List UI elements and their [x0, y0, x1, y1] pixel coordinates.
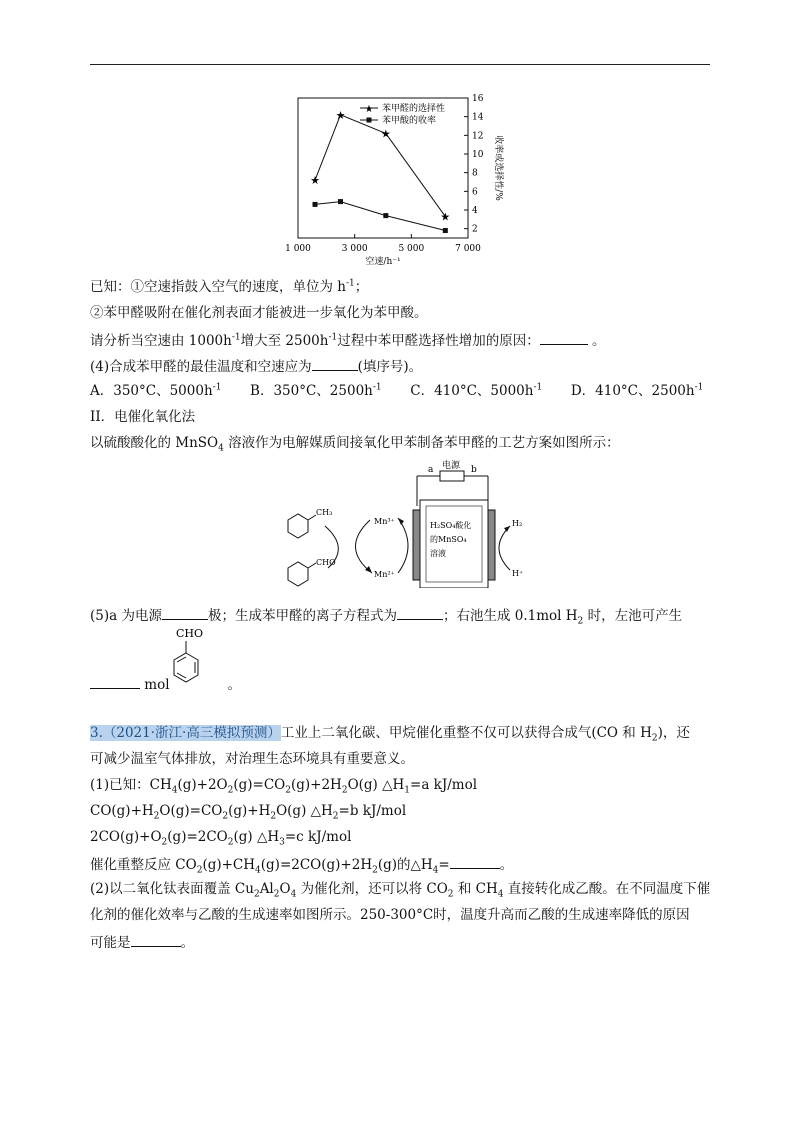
toluene-structure — [288, 514, 316, 538]
square-marker — [443, 228, 448, 233]
terminal-a-label: a — [428, 465, 434, 475]
arrow-head — [398, 518, 404, 525]
question-2-line-3: 可能是 。 — [90, 932, 194, 952]
equation-3: $2CO(g)+O_2(g)=2CO_2(g)$ $\triangle H_3=c$ kJ/mol — [90, 829, 352, 848]
option-d[interactable]: D．410°C、$2500h^{-1}$ — [570, 382, 704, 399]
option-c[interactable]: C．410°C、$5000h^{-1}$ — [410, 382, 543, 399]
h2-label: H₂ — [512, 519, 523, 528]
question-4-options — [90, 382, 703, 400]
square-marker — [383, 213, 388, 218]
question-2-line-1: (2)以二氧化钛表面覆盖 $Cu_2Al_2O_4$ 为催化剂，还可以将 $CO_2$ 和 $CH_4$ 直接转化成乙酸。在不同温度下催 — [90, 881, 711, 900]
square-marker — [313, 202, 318, 207]
solution-line-2: 的MnSO₄ — [430, 535, 467, 544]
y-tick-label: 14 — [472, 112, 484, 123]
answer-blank[interactable] — [540, 330, 588, 345]
x-tick-label: 3 000 — [341, 244, 368, 254]
x-tick-label: 1 000 — [285, 244, 311, 254]
x-tick-label: 7 000 — [455, 244, 481, 254]
y-tick-label: 2 — [472, 224, 478, 235]
y-axis-label: 收率或选择性/% — [493, 135, 503, 201]
benzaldehyde-structure — [288, 562, 316, 586]
question-5: (5)a 为电源 极；生成苯甲醛的离子方程式为 ；右池生成 0.1mol $H_2$ 时，左池可产生 — [90, 605, 682, 625]
answer-blank[interactable] — [450, 854, 500, 869]
mn2-label: Mn²⁺ — [374, 570, 395, 579]
ch3-label: CH₃ — [316, 508, 333, 517]
known-line-1: 已知：①空速指鼓入空气的速度，单位为 $h^{-1}$； — [90, 278, 369, 295]
intro-2: 以硫酸酸化的 MnSO$_4$ 溶液作为电解媒质间接氧化甲苯制备苯甲醛的工艺方案如图所示： — [90, 435, 620, 454]
question-5-cont: mol 。 — [90, 674, 241, 694]
electrolysis-diagram — [270, 458, 540, 588]
problem-3-source-tag[interactable]: 3.（2021·浙江·高三模拟预测） — [90, 725, 281, 741]
cathode — [488, 510, 495, 580]
problem-3-line-1: 3.（2021·浙江·高三模拟预测）工业上二氧化碳、甲烷催化重整不仅可以获得合成气(CO 和 $H_2$)，还 — [90, 725, 690, 744]
answer-blank[interactable] — [312, 356, 358, 371]
answer-blank[interactable] — [90, 674, 140, 689]
section-2-title: II．电催化氧化法 — [90, 409, 196, 425]
option-a[interactable]: A．350°C、$5000h^{-1}$ — [90, 382, 222, 399]
y-tick-label: 16 — [472, 94, 484, 104]
question-4: (4)合成苯甲醛的最佳温度和空速应为 (填序号)。 — [90, 356, 422, 376]
square-marker — [338, 199, 343, 204]
x-tick-label: 5 000 — [398, 244, 425, 254]
y-tick-label: 6 — [472, 187, 478, 198]
option-b[interactable]: B．350°C、$2500h^{-1}$ — [250, 382, 382, 399]
header-rule — [90, 64, 710, 65]
question-2-line-2: 化剂的催化效率与乙酸的生成速率如图所示。250-300°C时，温度升高而乙酸的生成速率降低的原因 — [90, 907, 690, 923]
legend-square-marker — [367, 118, 372, 123]
hplus-label: H⁺ — [512, 569, 524, 578]
anode — [413, 510, 420, 580]
cho-inline-label: CHO — [176, 627, 204, 640]
y-tick-label: 8 — [472, 168, 478, 179]
star-marker: ★ — [335, 108, 346, 122]
y-tick-label: 10 — [472, 150, 484, 160]
star-marker: ★ — [310, 174, 320, 188]
mn3-label: Mn³⁺ — [374, 517, 395, 526]
y-tick-label: 12 — [472, 131, 484, 142]
power-supply — [440, 471, 464, 481]
arrow-head — [365, 566, 372, 573]
mn-curve-arrow — [355, 520, 372, 573]
h-curve-arrow — [499, 526, 510, 570]
terminal-b-label: b — [471, 465, 477, 475]
solution-line-1: H₂SO₄酸化 — [430, 521, 472, 530]
star-marker: ★ — [380, 127, 391, 141]
y-tick-label: 4 — [472, 206, 478, 216]
power-label: 电源 — [442, 461, 461, 471]
electrolytic-cell — [420, 500, 488, 588]
known-line-2: ②苯甲醛吸附在催化剂表面才能被进一步氧化为苯甲酸。 — [90, 305, 428, 321]
problem-3-line-2: 可减少温室气体排放，对治理生态环境具有重要意义。 — [90, 751, 414, 767]
legend-label-2: 苯甲酸的收率 — [382, 116, 437, 126]
legend-label-1: 苯甲醛的选择性 — [382, 104, 446, 114]
star-marker: ★ — [440, 210, 451, 224]
cho-label: CHO — [316, 558, 336, 567]
solution-line-3: 溶液 — [430, 549, 446, 558]
selectivity-yield-chart — [270, 88, 520, 273]
series-line-2 — [315, 202, 445, 231]
legend-star-marker: ★ — [364, 104, 374, 115]
equation-1: (1)已知：$CH_4(g)+2O_2(g)=CO_2(g)+2H_2O(g)$ $\triangle H_1=a$ kJ/mol — [90, 777, 478, 796]
equation-2: $CO(g)+H_2O(g)=CO_2(g)+H_2O(g)$ $\triangle H_2=b$ kJ/mol — [90, 803, 407, 822]
question-analyze: 请分析当空速由 $1000h^{-1}$增大至 $2500h^{-1}$过程中苯甲醛选择性增加的原因： 。 — [90, 330, 606, 350]
answer-blank[interactable] — [397, 605, 443, 620]
x-axis-label: 空速/h⁻¹ — [365, 257, 401, 267]
right-curve-arrow — [398, 518, 408, 573]
equation-4: 催化重整反应 $CO_2(g)+CH_4(g)=2CO(g)+2H_2(g)$的$\triangle H_4=$ 。 — [90, 854, 513, 874]
answer-blank[interactable] — [131, 932, 181, 947]
answer-blank[interactable] — [162, 605, 208, 620]
